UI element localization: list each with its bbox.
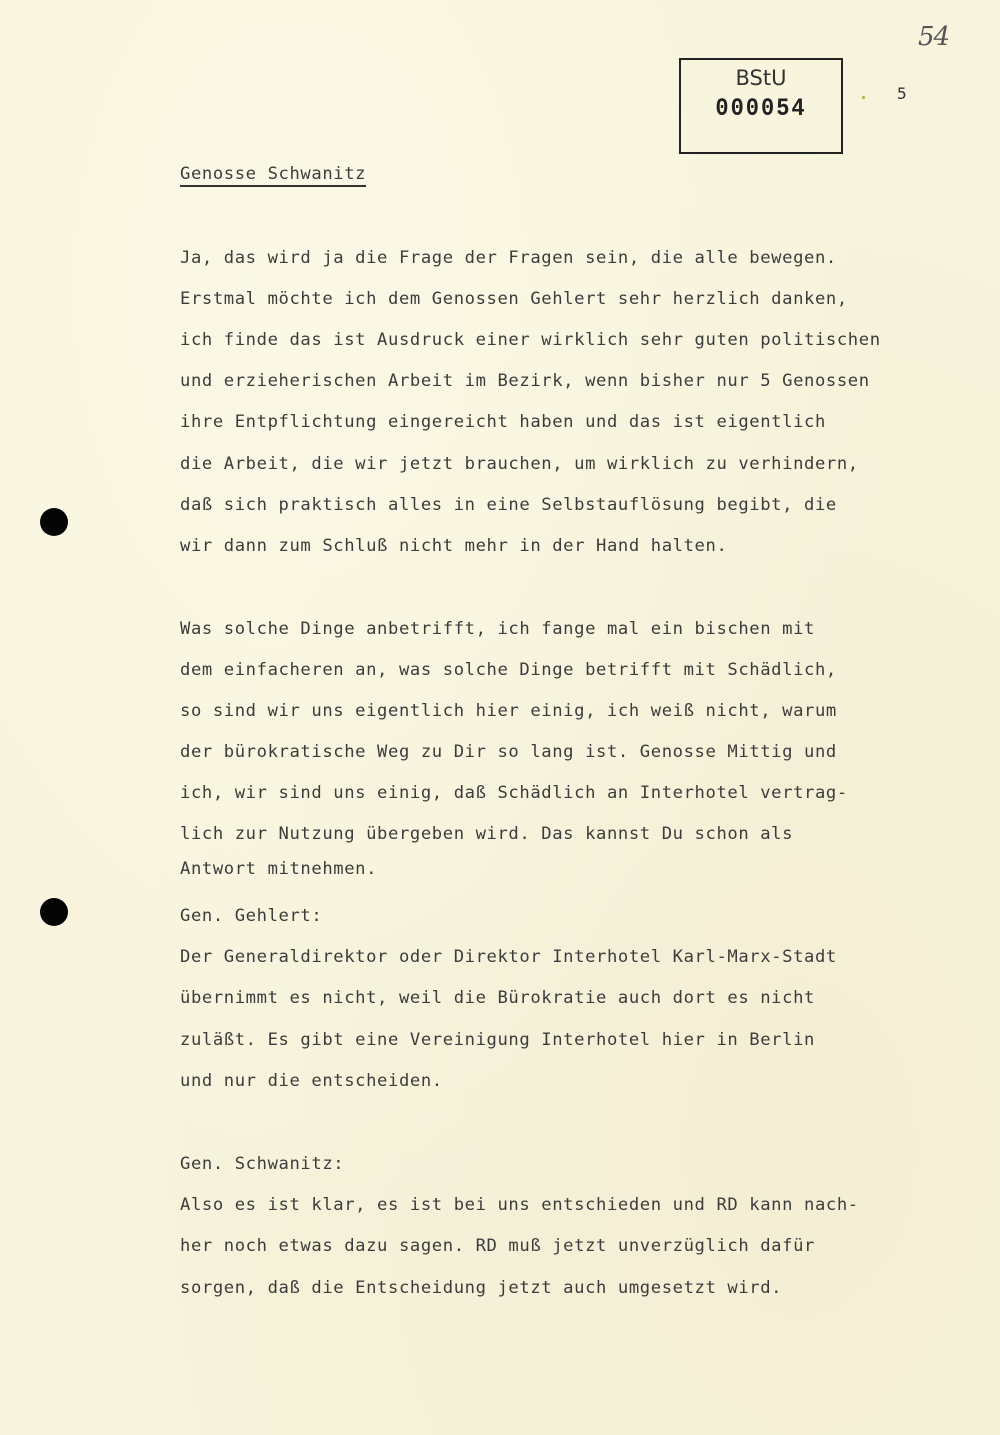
- stamp-organization: BStU: [735, 66, 787, 90]
- archive-stamp: [679, 58, 843, 154]
- text-line: dem einfacheren an, was solche Dinge betrifft mit Schädlich,: [180, 660, 837, 680]
- text-line: der bürokratische Weg zu Dir so lang ist. Genosse Mittig und: [180, 742, 837, 762]
- page-number: 5: [897, 84, 907, 103]
- punch-hole-bottom: [40, 898, 68, 926]
- text-line: die Arbeit, die wir jetzt brauchen, um wirklich zu verhindern,: [180, 454, 859, 474]
- speaker-label: Gen. Schwanitz:: [180, 1154, 345, 1174]
- text-line: daß sich praktisch alles in eine Selbstauflösung begibt, die: [180, 495, 837, 515]
- text-line: übernimmt es nicht, weil die Bürokratie auch dort es nicht: [180, 988, 815, 1008]
- text-line: Was solche Dinge anbetrifft, ich fange mal ein bischen mit: [180, 619, 815, 639]
- text-line: Erstmal möchte ich dem Genossen Gehlert sehr herzlich danken,: [180, 289, 848, 309]
- stray-mark: [862, 96, 865, 99]
- text-line: Ja, das wird ja die Frage der Fragen sein, die alle bewegen.: [180, 248, 837, 268]
- text-line: her noch etwas dazu sagen. RD muß jetzt unverzüglich dafür: [180, 1236, 815, 1256]
- stamp-number: 000054: [715, 94, 807, 123]
- punch-hole-top: [40, 508, 68, 536]
- text-line: lich zur Nutzung übergeben wird. Das kannst Du schon als: [180, 824, 794, 844]
- text-line: ich, wir sind uns einig, daß Schädlich an Interhotel vertrag-: [180, 783, 848, 803]
- text-line: so sind wir uns eigentlich hier einig, ich weiß nicht, warum: [180, 701, 837, 721]
- speaker-label: Gen. Gehlert:: [180, 906, 323, 926]
- text-line: ich finde das ist Ausdruck einer wirklich sehr guten politischen: [180, 330, 881, 350]
- text-line: Antwort mitnehmen.: [180, 859, 378, 879]
- handwritten-folio-number: 54: [918, 22, 950, 52]
- text-line: und nur die entscheiden.: [180, 1071, 443, 1091]
- text-line: ihre Entpflichtung eingereicht haben und das ist eigentlich: [180, 412, 826, 432]
- text-line: zuläßt. Es gibt eine Vereinigung Interhotel hier in Berlin: [180, 1030, 815, 1050]
- speaker-heading: Genosse Schwanitz: [180, 164, 366, 187]
- text-line: und erzieherischen Arbeit im Bezirk, wenn bisher nur 5 Genossen: [180, 371, 870, 391]
- text-line: sorgen, daß die Entscheidung jetzt auch umgesetzt wird.: [180, 1278, 783, 1298]
- text-line: Also es ist klar, es ist bei uns entschieden und RD kann nach-: [180, 1195, 859, 1215]
- text-line: Der Generaldirektor oder Direktor Interhotel Karl-Marx-Stadt: [180, 947, 837, 967]
- text-line: wir dann zum Schluß nicht mehr in der Hand halten.: [180, 536, 728, 556]
